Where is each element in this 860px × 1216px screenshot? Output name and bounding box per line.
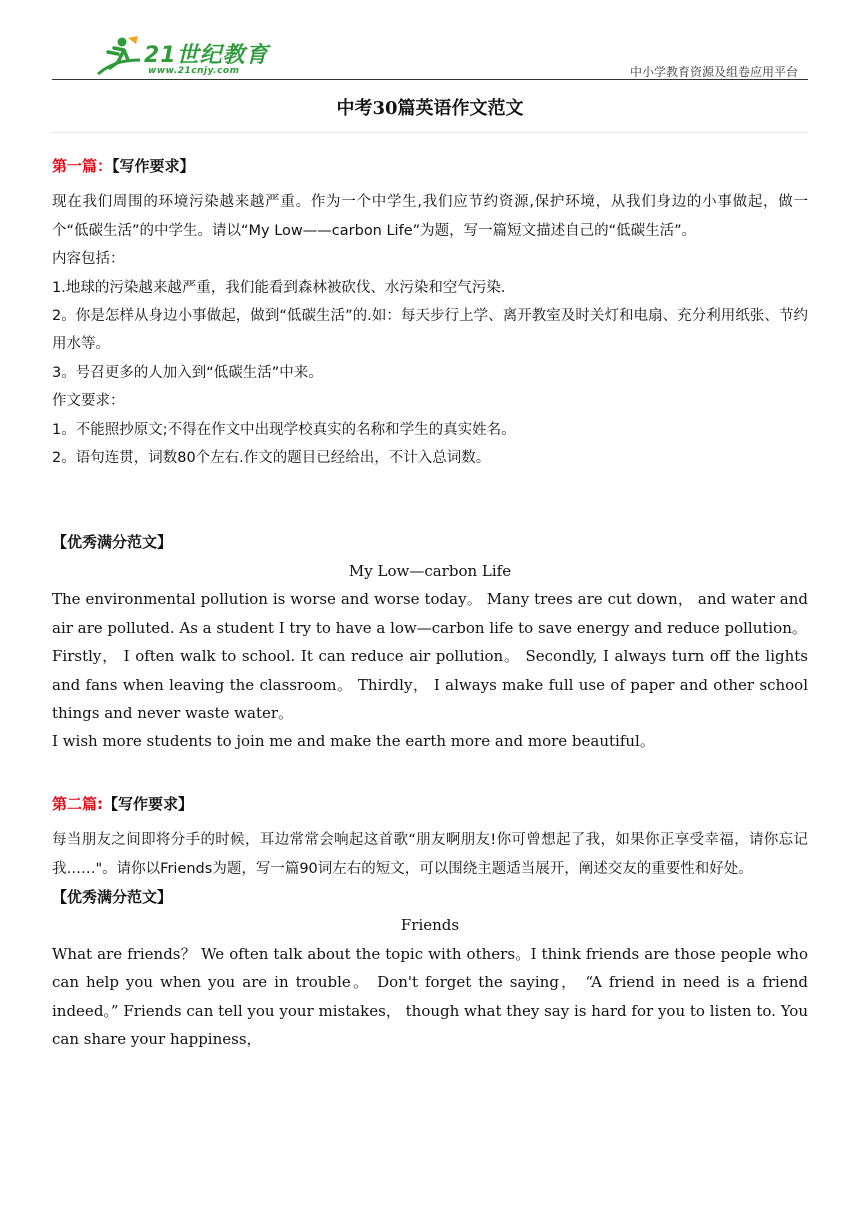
spacer: [52, 472, 808, 528]
runner-logo-icon: [92, 34, 144, 78]
title-divider: [52, 132, 808, 133]
content-item: 2。你是怎样从身边小事做起，做到“低碳生活”的.如：每天步行上学、离开教室及时关灯和电扇、充分利用纸张、节约用水等。: [52, 308, 808, 353]
section-heading: [52, 790, 808, 818]
platform-name: 中小学教育资源及组卷应用平台: [629, 65, 798, 79]
content-item: 3。号召更多的人加入到“低碳生活”中来。: [52, 364, 323, 381]
requirement-heading: 【写作要求】: [103, 794, 194, 813]
essay-paragraph: The environmental pollution is worse and worse today。 Many trees are cut down， and water and air are polluted. As a student I try to have a low—carbon life to save energy and reduce pollution。: [52, 590, 808, 637]
brand-logo: [92, 34, 322, 78]
content-item: 1.地球的污染越来越严重，我们能看到森林被砍伐、水污染和空气污染.: [52, 279, 506, 296]
document-body: [52, 152, 808, 1053]
sample-heading: 【优秀满分范文】: [52, 533, 173, 552]
content-heading: 内容包括：: [52, 251, 125, 268]
requirement-heading: 【写作要求】: [112, 157, 195, 175]
writing-prompt: 现在我们周围的环境污染越来越严重。作为一个中学生,我们应节约资源,保护环境，从我们身边的小事做起，做一个“低碳生活”的中学生。请以“My Low——carbon Life”为题，写一篇短文描述自己的“低碳生活”。: [52, 194, 808, 239]
essay-title: Friends: [400, 916, 460, 935]
essay-title: My Low—carbon Life: [348, 561, 512, 580]
document-title: 中考30篇英语作文范文: [336, 98, 524, 119]
essay-paragraph: Firstly， I often walk to school. It can reduce air pollution。 Secondly, I always turn off the lights and fans when leaving the classroom。 Thirdly， I always make full use of paper and other school things and never waste water。: [52, 647, 808, 722]
spacer: [52, 756, 808, 784]
section-label: 第一篇：: [52, 157, 113, 175]
essay-paragraph: What are friends？ We often talk about the topic with others。I think friends are those people who can help you when you are in trouble。 Don't forget the saying， “A friend in need is a friend indeed。” Friends can tell you your mistakes， though what they say is hard for you to listen to. You can share your happiness，: [52, 944, 808, 1048]
essay-paragraph: I wish more students to join me and make the earth more and more beautiful。: [52, 732, 655, 751]
sample-heading: 【优秀满分范文】: [52, 887, 173, 906]
writing-prompt: 每当朋友之间即将分手的时候，耳边常常会响起这首歌“朋友啊朋友!你可曾想起了我，如果你正享受幸福，请你忘记我……"。请你以Friends为题，写一篇90词左右的短文，可以围绕主题适当展开，阐述交友的重要性和好处。: [52, 832, 808, 877]
logo-url: www.21cnjy.com: [148, 66, 240, 76]
writing-item: 2。语句连贯，词数80个左右.作文的题目已经给出，不计入总词数。: [52, 450, 491, 467]
header-divider: [52, 79, 808, 80]
writing-heading: 作文要求：: [52, 393, 125, 410]
writing-item: 1。不能照抄原文;不得在作文中出现学校真实的名称和学生的真实姓名。: [52, 421, 516, 438]
logo-text: 21世纪教育: [144, 43, 269, 68]
section-label: 第二篇:: [52, 794, 103, 813]
section-heading: [52, 152, 808, 180]
page-header: [52, 30, 808, 80]
